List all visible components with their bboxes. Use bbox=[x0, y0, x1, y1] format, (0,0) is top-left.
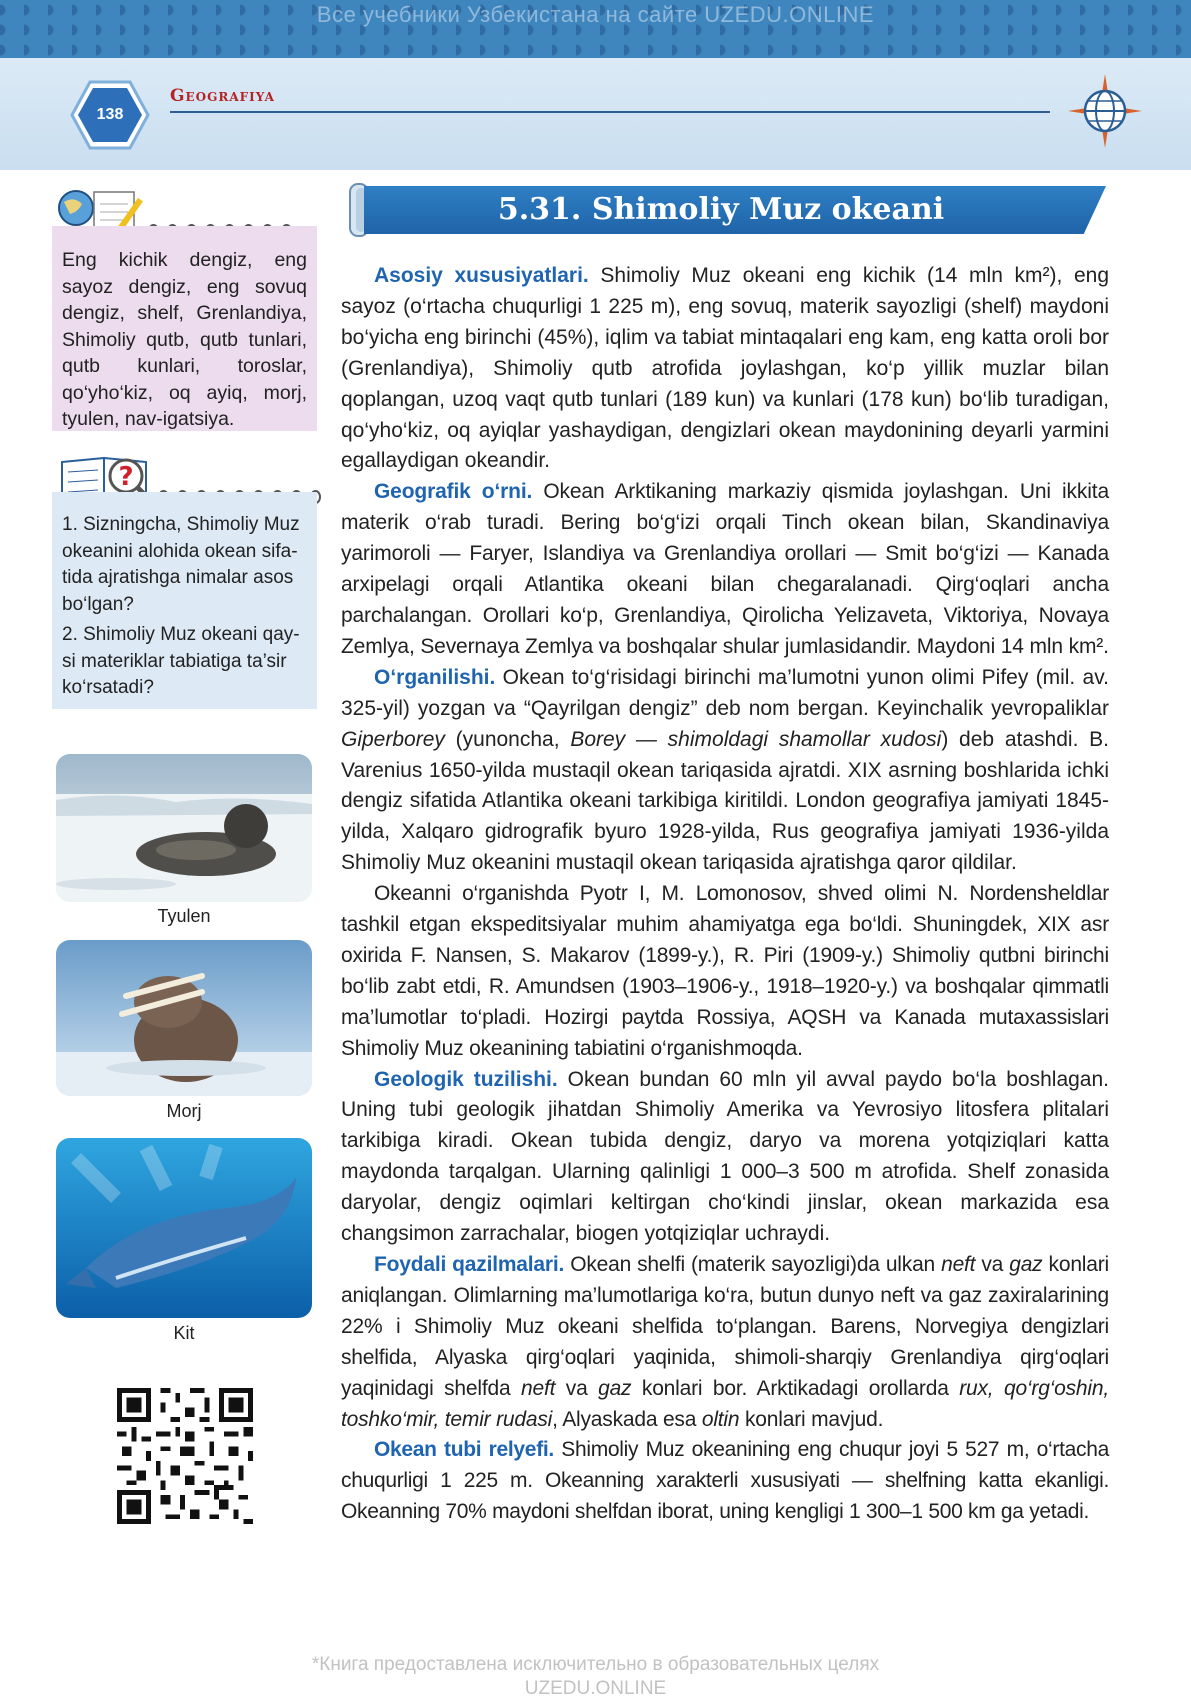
page-number-badge bbox=[70, 80, 150, 150]
walrus-photo bbox=[56, 940, 312, 1096]
keywords-box: Eng kichik dengiz, eng sayoz dengiz, eng sovuq dengiz, shelf, Grenlandiya, Shimoliy qutb, qutb tunlari, qutb kunlari, toroslar, qo‘yho‘kiz, oq ayiq, morj, tyulen, nav-igatsiya. bbox=[52, 226, 317, 431]
paragraph-foydali: Foydali qazilmalari. Okean shelfi (materik sayozligi)da ulkan neft va gaz konlari aniqlangan. Olimlarning ma’lumotlariga ko‘ra, butun dunyo neft va gaz zaxiralarining 22% i Shimoliy Muz okeani shelfida to‘plangan. Barens, Norvegiya dengizlari shelfida, Alyaska qirg‘oqlari yaqinida, shimoli-sharqiy Grenlandiya qirg‘oqlari yaqinidagi shelfda neft va gaz konlari bor. Arktikadagi orollarda rux, qo‘rg‘oshin, toshko‘mir, temir rudasi, Alyaskada esa oltin konlari mavjud. bbox=[341, 1253, 1109, 1431]
paragraph-geografik: Geografik o‘rni. Okean Arktikaning markaziy qismida joylashgan. Uni ikkita materik o‘rab turadi. Bering bo‘g‘izi orqali Tinch okean bilan, Skandinaviya yarimoroli — Faryer, Islandiya va Grenlandiya orollari — Smit bo‘g‘izi — Kanada arxipelagi orqali Atlantika okeani bilan chegaralanadi. Qirg‘oqlari ancha parchalangan. Orollari ko‘p, Grenlandiya, Qirolicha Yelizaveta, Viktoriya, Novaya Zemlya, Severnaya Zemlya va boshqalar shular jumlasidandir. Maydoni 14 mln km². bbox=[341, 480, 1109, 658]
qr-code[interactable] bbox=[115, 1388, 255, 1524]
caption-morj: Morj bbox=[166, 1101, 202, 1121]
heading-asosiy: Asosiy xususiyatlari. bbox=[374, 264, 589, 287]
top-watermark: Все учебники Узбекистана на сайте UZEDU.ONLINE bbox=[316, 2, 875, 27]
seal-photo bbox=[56, 754, 312, 902]
caption-kit: Kit bbox=[173, 1323, 195, 1343]
svg-text:?: ? bbox=[118, 462, 134, 492]
main-text bbox=[341, 261, 1109, 1528]
bottom-watermark-line2: UZEDU.ONLINE bbox=[524, 1678, 667, 1699]
heading-organilishi: O‘rganilishi. bbox=[374, 665, 496, 689]
chapter-title: 5.31. Shimoliy Muz okeani bbox=[497, 192, 945, 227]
header-bar bbox=[0, 58, 1191, 170]
heading-geografik: Geografik o‘rni. bbox=[374, 480, 533, 504]
question-2: 2. Shimoliy Muz okeani qay-si materiklar tabiatiga ta’sir ko‘rsatadi? bbox=[62, 624, 300, 698]
question-1: 1. Sizningcha, Shimoliy Muz okeanini alohida okean sifa-tida ajratishga nimalar asos bo‘lgan? bbox=[62, 514, 300, 615]
paragraph-organish: Okeanni o‘rganishda Pyotr I, M. Lomonosov, shved olimi N. Nordensheldlar tashkil etgan ekspeditsiyalar muhim ahamiyatga ega bo‘ldi. Shuningdek, XIX asr oxirida F. Nansen, S. Makarov (1899-y.), R. Piri (1909-y.) Shimoliy qutbni birinchi bo‘lib zabt etdi, R. Amundsen (1903–1906-y., 1918–1920-y.) va boshqalar qimmatli ma’lumotlar to‘pladi. Hozirgi paytda Rossiya, AQSH va Kanada mutaxassislari Shimoliy Muz okeanining tabiatini o‘rganishmoqda. bbox=[341, 882, 1109, 1060]
paragraph-organilishi: O‘rganilishi. Okean to‘g‘risidagi birinchi ma’lumotni yunon olimi Pifey (mil. av. 325-yil) yozgan va “Qayrilgan dengiz” deb nom bergan. Keyinchalik yevropaliklar Giperborey (yunoncha, Borey — shimoldagi shamollar xudosi) deb atashdi. B. Varenius 1650-yilda mustaqil okean tariqasida ajratdi. XIX asrning boshlarida ichki dengiz sifatida Atlantika okeani tarkibiga kiritildi. London geografiya jamiyati 1845-yilda, Xalqaro gidrografik byuro 1928-yilda, Rus geografiya jamiyati 1936-yilda Shimoliy Muz okeanini mustaqil okean tariqasida ajratishga qaror qildilar. bbox=[341, 665, 1109, 875]
paragraph-asosiy: Asosiy xususiyatlari. Shimoliy Muz okeani eng kichik (14 mln km²), eng sayoz (o‘rtacha chuqurligi 1 225 m), eng sovuq, materik sayozligi (shelf) maydoni bo‘yicha eng birinchi (45%), iqlim va tabiat mintaqalari eng kam, eng katta oroli bor (Grenlandiya), Shimoliy qutb atrofida joylashgan, ko‘p yillik muzlar bilan qoplangan, uzoq vaqt qutb tunlari (189 kun) va kunlari (178 kun) bo‘lib turadigan, qo‘yho‘kiz, oq ayiqlar yashaydigan, dengizlari okean maydonining deyarli yarmini egallaydigan okeandir. bbox=[341, 264, 1110, 473]
bottom-watermark-line1: *Книга предоставлена исключительно в образовательных целях bbox=[311, 1654, 880, 1675]
heading-relyef: Okean tubi relyefi. bbox=[374, 1438, 554, 1462]
questions-box bbox=[52, 492, 317, 709]
whale-photo bbox=[56, 1138, 312, 1318]
caption-tyulen: Tyulen bbox=[157, 906, 211, 926]
page-number: 138 bbox=[96, 106, 124, 123]
section-name: Geografiya bbox=[170, 86, 275, 106]
heading-geologik: Geologik tuzilishi. bbox=[374, 1067, 558, 1091]
header-divider bbox=[170, 111, 1050, 113]
paragraph-relyef: Okean tubi relyefi. Shimoliy Muz okeanining eng chuqur joyi 5 527 m, o‘rtacha chuqurligi 1 225 m. Okeanning xarakterli xususiyati — shelfning katta ekanligi. Okeanning 70% maydoni shelfdan iborat, uning kengligi 1 300–1 500 km ga yetadi. bbox=[341, 1438, 1109, 1524]
paragraph-geologik: Geologik tuzilishi. Okean bundan 60 mln yil avval paydo bo‘la boshlagan. Uning tubi geologik jihatdan Shimoliy Amerika va Yevrosiyo litosfera plitalari tarkibiga kiradi. Okean tubida dengiz, daryo va morena yotqiziqlari katta maydonda tarqalgan. Ularning qalinligi 1 000–3 500 m atrofida. Shelf zonasida daryolar, dengiz oqimlari keltirgan cho‘kindi jinslar, okean markazida esa changsimon zarrachalar, biogen yotqiziqlar uchraydi. bbox=[341, 1067, 1109, 1246]
bottom-watermark bbox=[0, 1653, 1191, 1701]
compass-globe-icon bbox=[1068, 74, 1142, 148]
heading-foydali: Foydali qazilmalari. bbox=[374, 1253, 565, 1276]
